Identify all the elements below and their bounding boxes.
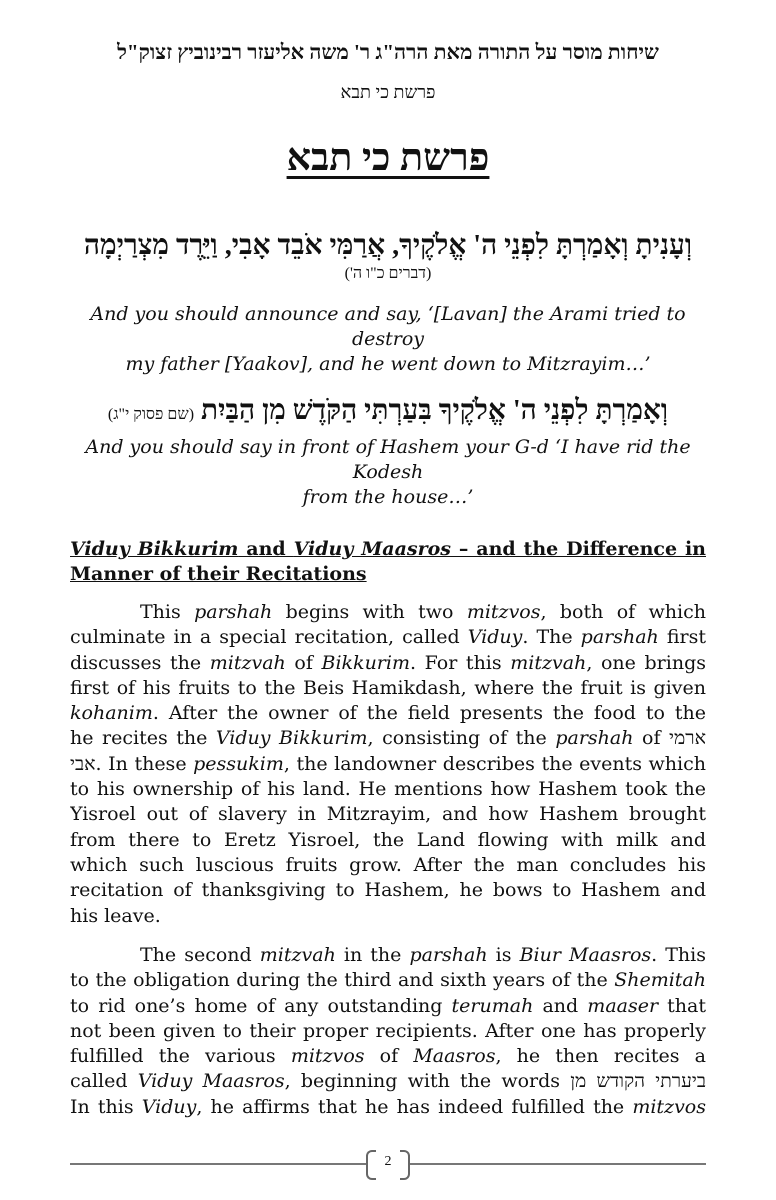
running-header-parsha: פרשת כי תבא <box>340 82 436 102</box>
italic-term: kohanim <box>70 702 153 725</box>
text-run: which such luscious fruits grow. After the man concludes his <box>70 853 706 876</box>
text-run: called <box>70 1070 138 1093</box>
text-run: to his ownership of his land. He mentions how Hashem took the <box>70 778 706 801</box>
text-run: . For this <box>409 651 511 674</box>
italic-term: mitzvah <box>209 651 286 674</box>
text-run: not been given to their proper recipients. After one has properly <box>70 1019 706 1042</box>
text-line <box>70 537 706 562</box>
text-run: , he affirms that he has indeed fulfilled the <box>196 1095 633 1118</box>
text-line <box>70 777 706 802</box>
translation-line: And you should say in front of Hashem your G-d ‘I have rid the Kodesh <box>85 436 691 483</box>
text-run: . The <box>522 626 581 649</box>
text-run: recitation of thanksgiving to Hashem, he bows to Hashem and <box>70 879 706 902</box>
verse-2-translation <box>70 435 706 510</box>
running-header-title: שיחות מוסר על התורה מאת הרה"ג ר' משה אליעזר רבינוביץ זצוק"ל <box>117 40 659 64</box>
page-title-text: פרשת כי תבא <box>286 137 490 179</box>
text-line <box>70 651 706 676</box>
text-run: of ארמי <box>642 727 706 750</box>
text-run: first of his fruits to the Beis Hamikdash, where the fruit is given <box>70 676 706 699</box>
page-footer <box>70 1150 706 1178</box>
italic-term: mitzvos <box>290 1045 365 1068</box>
text-line <box>70 1019 706 1044</box>
paragraph-1 <box>70 600 706 929</box>
italic-term: mitzvah <box>259 944 336 966</box>
text-line <box>70 752 706 777</box>
text-run: , the landowner describes the events which <box>283 752 706 775</box>
italic-term: Viduy <box>141 1095 197 1118</box>
text-run: , consisting of the <box>367 727 556 750</box>
text-run: in the <box>335 944 410 966</box>
verse-1-hebrew: וְעָנִיתָ וְאָמַרְתָּ לִפְנֵי ה' אֱלֹקֶיךָ, אֲרַמִּי אֹבֵד אָבִי, וַיֵּרֶד מִצְרַיְמָה <box>83 230 693 261</box>
text-run: . This <box>651 944 706 966</box>
text-line <box>70 968 706 993</box>
italic-term: Viduy Bikkurim <box>215 727 368 750</box>
text-run: – and the Difference in <box>458 538 706 560</box>
verse-1-translation <box>70 302 706 377</box>
italic-term: parshah <box>194 601 273 623</box>
text-run: to the obligation during the third and sixth years of the <box>70 969 615 992</box>
text-run: and <box>238 538 294 560</box>
text-line <box>70 1095 706 1120</box>
text-run: begins with two <box>272 601 467 623</box>
text-run: discusses the <box>70 651 210 674</box>
italic-term: Viduy <box>467 626 523 649</box>
text-line <box>70 828 706 853</box>
text-run: The second <box>140 944 260 966</box>
italic-term: terumah <box>451 994 534 1017</box>
text-line <box>70 904 706 929</box>
italic-term: Viduy Maasros <box>137 1070 285 1093</box>
text-run: his leave. <box>70 904 161 927</box>
text-run: Yisroel out of slavery in Mitzrayim, and how Hashem brought <box>70 803 706 826</box>
italic-term: parshah <box>580 626 659 649</box>
italic-term: parshah <box>409 944 488 966</box>
text-run: is <box>487 944 520 966</box>
text-line <box>70 726 706 751</box>
text-line <box>70 878 706 903</box>
section-heading <box>70 537 706 588</box>
text-run: In this <box>70 1095 142 1118</box>
text-line <box>70 600 706 625</box>
text-line <box>70 1044 706 1069</box>
text-run: fulfilled the various <box>70 1045 291 1068</box>
text-run: of <box>285 651 322 674</box>
text-run: first <box>658 626 706 649</box>
text-run: to rid one’s home of any outstanding <box>70 994 452 1017</box>
italic-term: Bikkurim <box>321 651 410 674</box>
text-run: of <box>364 1045 414 1068</box>
text-run: This <box>140 601 195 623</box>
translation-line: And you should announce and say, ‘[Lavan] the Arami tried to destroy <box>90 303 686 350</box>
page-number-box <box>366 1150 410 1178</box>
italic-term: mitzvos <box>466 601 541 623</box>
verse-2-hebrew <box>70 395 706 427</box>
verse-1-source: (דברים כ"ו ה') <box>344 265 432 282</box>
text-line <box>70 994 706 1019</box>
text-line <box>70 1069 706 1094</box>
translation-line: from the house…’ <box>302 486 474 508</box>
italic-term: mitzvos <box>632 1095 706 1118</box>
text-line <box>70 676 706 701</box>
text-run: . After the owner of the field presents the food to the <box>152 702 706 725</box>
page-title <box>70 136 706 180</box>
text-line <box>70 802 706 827</box>
text-run: , one brings <box>586 651 706 674</box>
text-line <box>70 625 706 650</box>
text-run: from there to Eretz Yisroel, the Land flowing with milk and <box>70 828 706 851</box>
text-line <box>70 701 706 726</box>
text-line <box>70 943 706 968</box>
text-line <box>70 853 706 878</box>
verse-2-text: וְאָמַרְתָּ לִפְנֵי ה' אֱלֹקֶיךָ בִּעַרְתִּי הַקֹּדֶשׁ מִן הַבַּיִת <box>201 395 669 426</box>
italic-term: pessukim <box>193 752 284 775</box>
text-run: he recites the <box>70 727 216 750</box>
italic-term: maaser <box>587 994 659 1017</box>
text-run: culminate in a special recitation, called <box>70 626 468 649</box>
italic-term: Shemitah <box>614 969 706 992</box>
verse-2-source: (שם פסוק י"ג) <box>107 406 195 423</box>
italic-term: mitzvah <box>510 651 587 674</box>
text-run: that <box>667 994 706 1017</box>
italic-term: Maasros <box>413 1045 496 1068</box>
text-run: , beginning with the words ביערתי הקודש מן <box>284 1070 706 1093</box>
text-run: , he then recites a <box>495 1045 706 1068</box>
page-number: 2 <box>384 1154 392 1169</box>
text-run: אבי. In these <box>70 752 194 775</box>
italic-term: Viduy Maasros <box>293 538 451 560</box>
text-run: Manner of their Recitations <box>70 563 367 586</box>
paragraph-2 <box>70 943 706 1120</box>
text-run: , both of which <box>540 601 706 623</box>
text-line <box>70 562 706 587</box>
italic-term: Viduy Bikkurim <box>70 538 239 560</box>
italic-term: parshah <box>555 727 634 750</box>
translation-line: my father [Yaakov], and he went down to Mitzrayim…’ <box>125 353 651 375</box>
text-run: and <box>533 994 588 1017</box>
italic-term: Biur Maasros <box>519 944 652 966</box>
